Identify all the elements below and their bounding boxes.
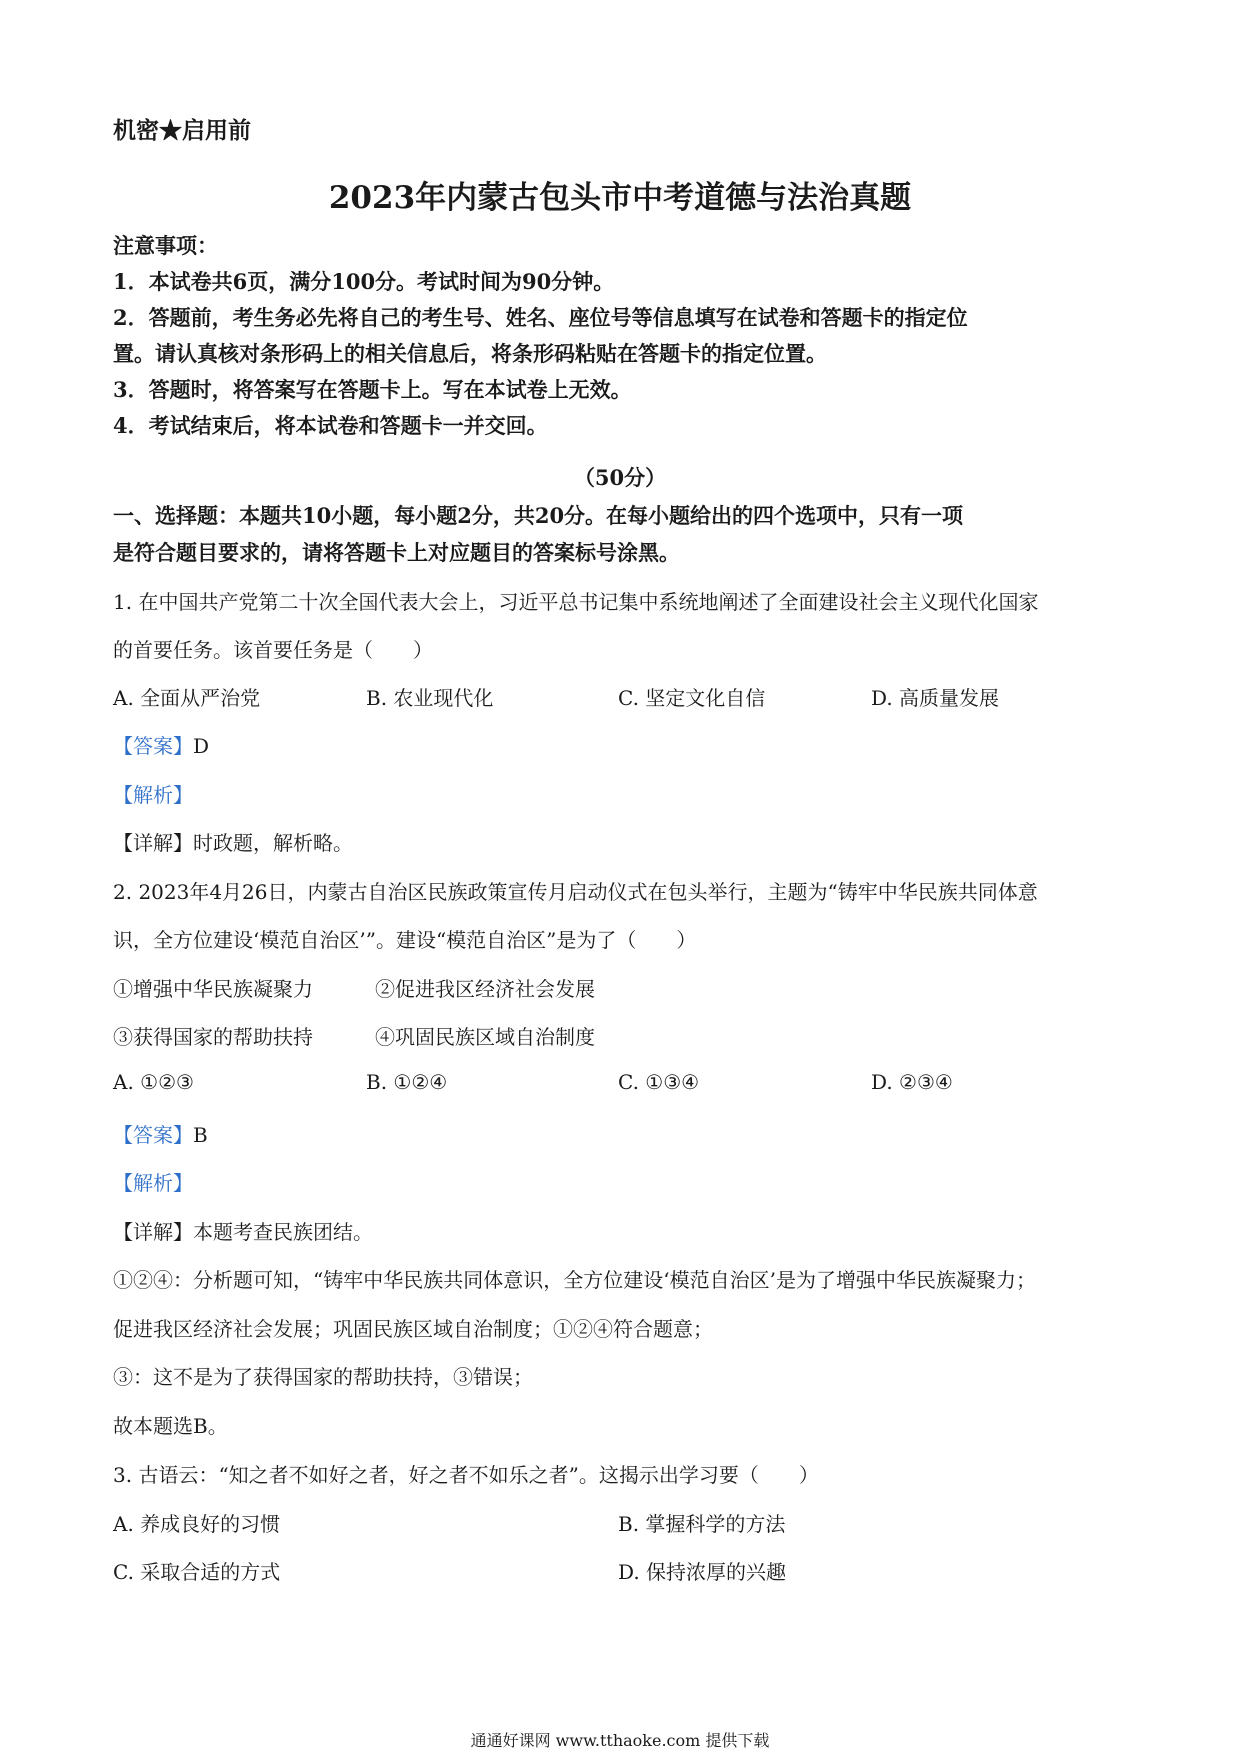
answer-value: B: [193, 1123, 208, 1147]
q2-explanation: 促进我区经济社会发展；巩固民族区域自治制度；①②④符合题意；: [113, 1317, 713, 1341]
q2-analysis-tag: 【解析】: [113, 1171, 193, 1195]
q2-explanation: ③：这不是为了获得国家的帮助扶持，③错误；: [113, 1365, 533, 1389]
q2-explanation: ①②④：分析题可知，“铸牢中华民族共同体意识，全方位建设‘模范自治区’是为了增强中华民族凝聚力；: [113, 1268, 1036, 1292]
q2-statement: ④巩固民族区域自治制度: [375, 1025, 595, 1049]
q2-statement: ①增强中华民族凝聚力: [113, 977, 313, 1001]
q2-option-d: D. ②③④: [871, 1070, 953, 1094]
q1-analysis-tag: 【解析】: [113, 783, 193, 807]
answer-tag: 【答案】: [113, 734, 193, 758]
q2-option-c: C. ①③④: [618, 1070, 700, 1094]
answer-tag: 【答案】: [113, 1123, 193, 1147]
question-1-text: 1. 在中国共产党第二十次全国代表大会上，习近平总书记集中系统地阐述了全面建设社会主义现代化国家: [113, 590, 1039, 614]
q1-answer: [113, 730, 209, 759]
q1-option-c: C. 坚定文化自信: [618, 686, 766, 710]
note-item: 2．答题前，考生务必先将自己的考生号、姓名、座位号等信息填写在试卷和答题卡的指定位: [113, 305, 968, 330]
question-3-text: 3. 古语云：“知之者不如好之者，好之者不如乐之者”。这揭示出学习要（ ）: [113, 1463, 819, 1487]
q2-answer: [113, 1119, 208, 1148]
note-item: 1．本试卷共6页，满分100分。考试时间为90分钟。: [113, 269, 615, 294]
notes-heading: 注意事项：: [113, 233, 218, 258]
secret-label: 机密★启用前: [113, 117, 251, 144]
answer-value: D: [193, 734, 210, 758]
q1-detail: 【详解】时政题，解析略。: [113, 831, 353, 855]
section-heading-cont: 是符合题目要求的，请将答题卡上对应题目的答案标号涂黑。: [113, 540, 680, 565]
footer-source: 通通好课网 www.tthaoke.com 提供下载: [470, 1731, 770, 1750]
exam-title: 2023年内蒙古包头市中考道德与法治真题: [328, 180, 912, 216]
question-2-text-cont: 识，全方位建设‘模范自治区’”。建设“模范自治区”是为了（ ）: [113, 928, 697, 952]
question-1-text-cont: 的首要任务。该首要任务是（ ）: [113, 638, 433, 662]
q1-option-b: B. 农业现代化: [366, 686, 494, 710]
q2-option-b: B. ①②④: [366, 1070, 448, 1094]
q3-option-d: D. 保持浓厚的兴趣: [618, 1560, 787, 1584]
q1-option-a: A. 全面从严治党: [113, 686, 261, 710]
note-item: 3．答题时，将答案写在答题卡上。写在本试卷上无效。: [113, 377, 632, 402]
q1-option-d: D. 高质量发展: [871, 686, 1000, 710]
section-heading: 一、选择题：本题共10小题，每小题2分，共20分。在每小题给出的四个选项中，只有一项: [113, 503, 964, 528]
q3-option-b: B. 掌握科学的方法: [618, 1512, 786, 1536]
q3-option-a: A. 养成良好的习惯: [113, 1512, 281, 1536]
note-item: 置。请认真核对条形码上的相关信息后，将条形码粘贴在答题卡的指定位置。: [113, 341, 827, 366]
score-label: （50分）: [573, 465, 667, 490]
note-item: 4．考试结束后，将本试卷和答题卡一并交回。: [113, 413, 548, 438]
q2-statement: ②促进我区经济社会发展: [375, 977, 595, 1001]
question-2-text: 2. 2023年4月26日，内蒙古自治区民族政策宣传月启动仪式在包头举行，主题为“铸牢中华民族共同体意: [113, 880, 1038, 904]
q2-option-a: A. ①②③: [113, 1070, 194, 1094]
q2-statement: ③获得国家的帮助扶持: [113, 1025, 313, 1049]
q2-detail: 【详解】本题考查民族团结。: [113, 1220, 373, 1244]
q3-option-c: C. 采取合适的方式: [113, 1560, 281, 1584]
q2-conclusion: 故本题选B。: [113, 1414, 228, 1438]
